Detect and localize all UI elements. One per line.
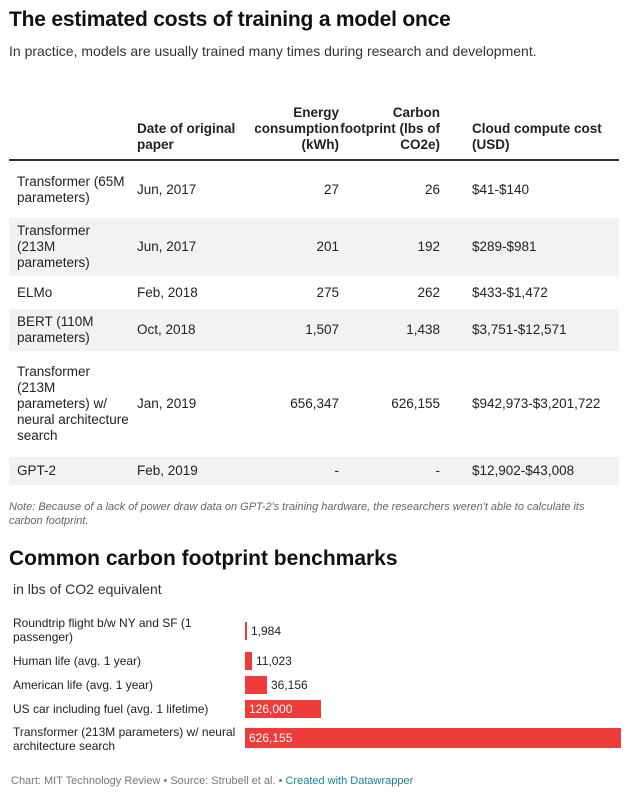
chart-subtitle: in lbs of CO2 equivalent xyxy=(13,581,162,597)
cell-carbon: - xyxy=(339,457,440,485)
cell-model: BERT (110M parameters) xyxy=(9,309,129,351)
bar-value-label: 36,156 xyxy=(271,678,308,692)
cell-date: Oct, 2018 xyxy=(129,309,237,351)
bar xyxy=(245,652,252,670)
cell-carbon: 1,438 xyxy=(339,309,440,351)
cell-energy: 201 xyxy=(237,218,339,276)
bar xyxy=(245,676,267,694)
bar-value-label: 1,984 xyxy=(251,624,282,638)
bar-row xyxy=(0,724,638,754)
cell-cost: $289-$981 xyxy=(440,218,619,276)
bar-label: US car including fuel (avg. 1 lifetime) xyxy=(13,702,209,716)
cell-energy: 27 xyxy=(323,181,339,197)
cell-date: Feb, 2018 xyxy=(137,284,198,300)
chart-footer xyxy=(11,775,413,787)
footer-source: Chart: MIT Technology Review • Source: Strubell et al. • xyxy=(11,775,283,787)
bar-label: American life (avg. 1 year) xyxy=(13,678,154,692)
bar-value-label: 626,155 xyxy=(249,731,293,745)
cell-carbon: 26 xyxy=(424,181,440,197)
chart-title: Common carbon footprint benchmarks xyxy=(9,547,398,570)
table-row xyxy=(9,218,619,276)
cell-model: Transformer (213M parameters) xyxy=(9,218,129,276)
cell-model: Transformer (213M parameters) w/ neural architecture search xyxy=(17,364,129,443)
cell-carbon: 262 xyxy=(417,284,440,300)
header-date: Date of original paper xyxy=(129,82,237,160)
table-row xyxy=(9,160,619,218)
table-note: Note: Because of a lack of power draw data on GPT-2's training hardware, the researchers weren't able to calculate its carbon footprint. xyxy=(9,501,585,527)
cell-cost: $41-$140 xyxy=(472,181,530,197)
cell-date: Jun, 2017 xyxy=(137,181,197,197)
table-subtitle: In practice, models are usually trained many times during research and development. xyxy=(9,43,537,59)
datawrapper-link[interactable]: Created with Datawrapper xyxy=(285,775,414,787)
cell-carbon: 192 xyxy=(339,218,440,276)
cell-date: Jan, 2019 xyxy=(137,396,197,411)
cell-energy: 275 xyxy=(316,284,339,300)
cell-carbon: 626,155 xyxy=(391,396,440,411)
bar-label: Roundtrip flight b/w NY and SF (1 passenger) xyxy=(13,616,192,644)
cell-energy: 1,507 xyxy=(237,309,339,351)
bar-label: Human life (avg. 1 year) xyxy=(13,654,142,668)
cell-cost: $12,902-$43,008 xyxy=(440,457,619,485)
cell-cost: $3,751-$12,571 xyxy=(440,309,619,351)
header-cost: Cloud compute cost (USD) xyxy=(440,82,619,160)
cell-model: GPT-2 xyxy=(9,457,129,485)
cell-energy: 656,347 xyxy=(290,396,339,411)
bar xyxy=(245,622,247,640)
bar-row xyxy=(0,650,638,672)
bar-row xyxy=(0,674,638,696)
cell-date: Feb, 2019 xyxy=(129,457,237,485)
bar xyxy=(245,728,621,748)
bar-value-label: 126,000 xyxy=(249,702,293,716)
cell-model: ELMo xyxy=(17,284,53,300)
table-title: The estimated costs of training a model once xyxy=(9,8,451,31)
table-row xyxy=(9,457,619,485)
cell-model: Transformer (65M parameters) xyxy=(17,173,125,205)
costs-table xyxy=(9,82,619,485)
cell-energy: - xyxy=(237,457,339,485)
bar-label: Transformer (213M parameters) w/ neural architecture search xyxy=(13,725,236,753)
table-row xyxy=(9,351,619,457)
table-row xyxy=(9,309,619,351)
header-carbon: Carbon footprint (lbs of CO2e) xyxy=(339,82,440,160)
cell-cost: $433-$1,472 xyxy=(472,284,548,300)
bar-row xyxy=(0,615,638,645)
header-energy: Energy consumption (kWh) xyxy=(237,82,339,160)
table-row xyxy=(9,276,619,309)
bar-value-label: 11,023 xyxy=(256,654,292,668)
cell-date: Jun, 2017 xyxy=(129,218,237,276)
header-model xyxy=(9,82,129,160)
bar-row xyxy=(0,698,638,720)
cell-cost: $942,973-$3,201,722 xyxy=(472,396,601,411)
